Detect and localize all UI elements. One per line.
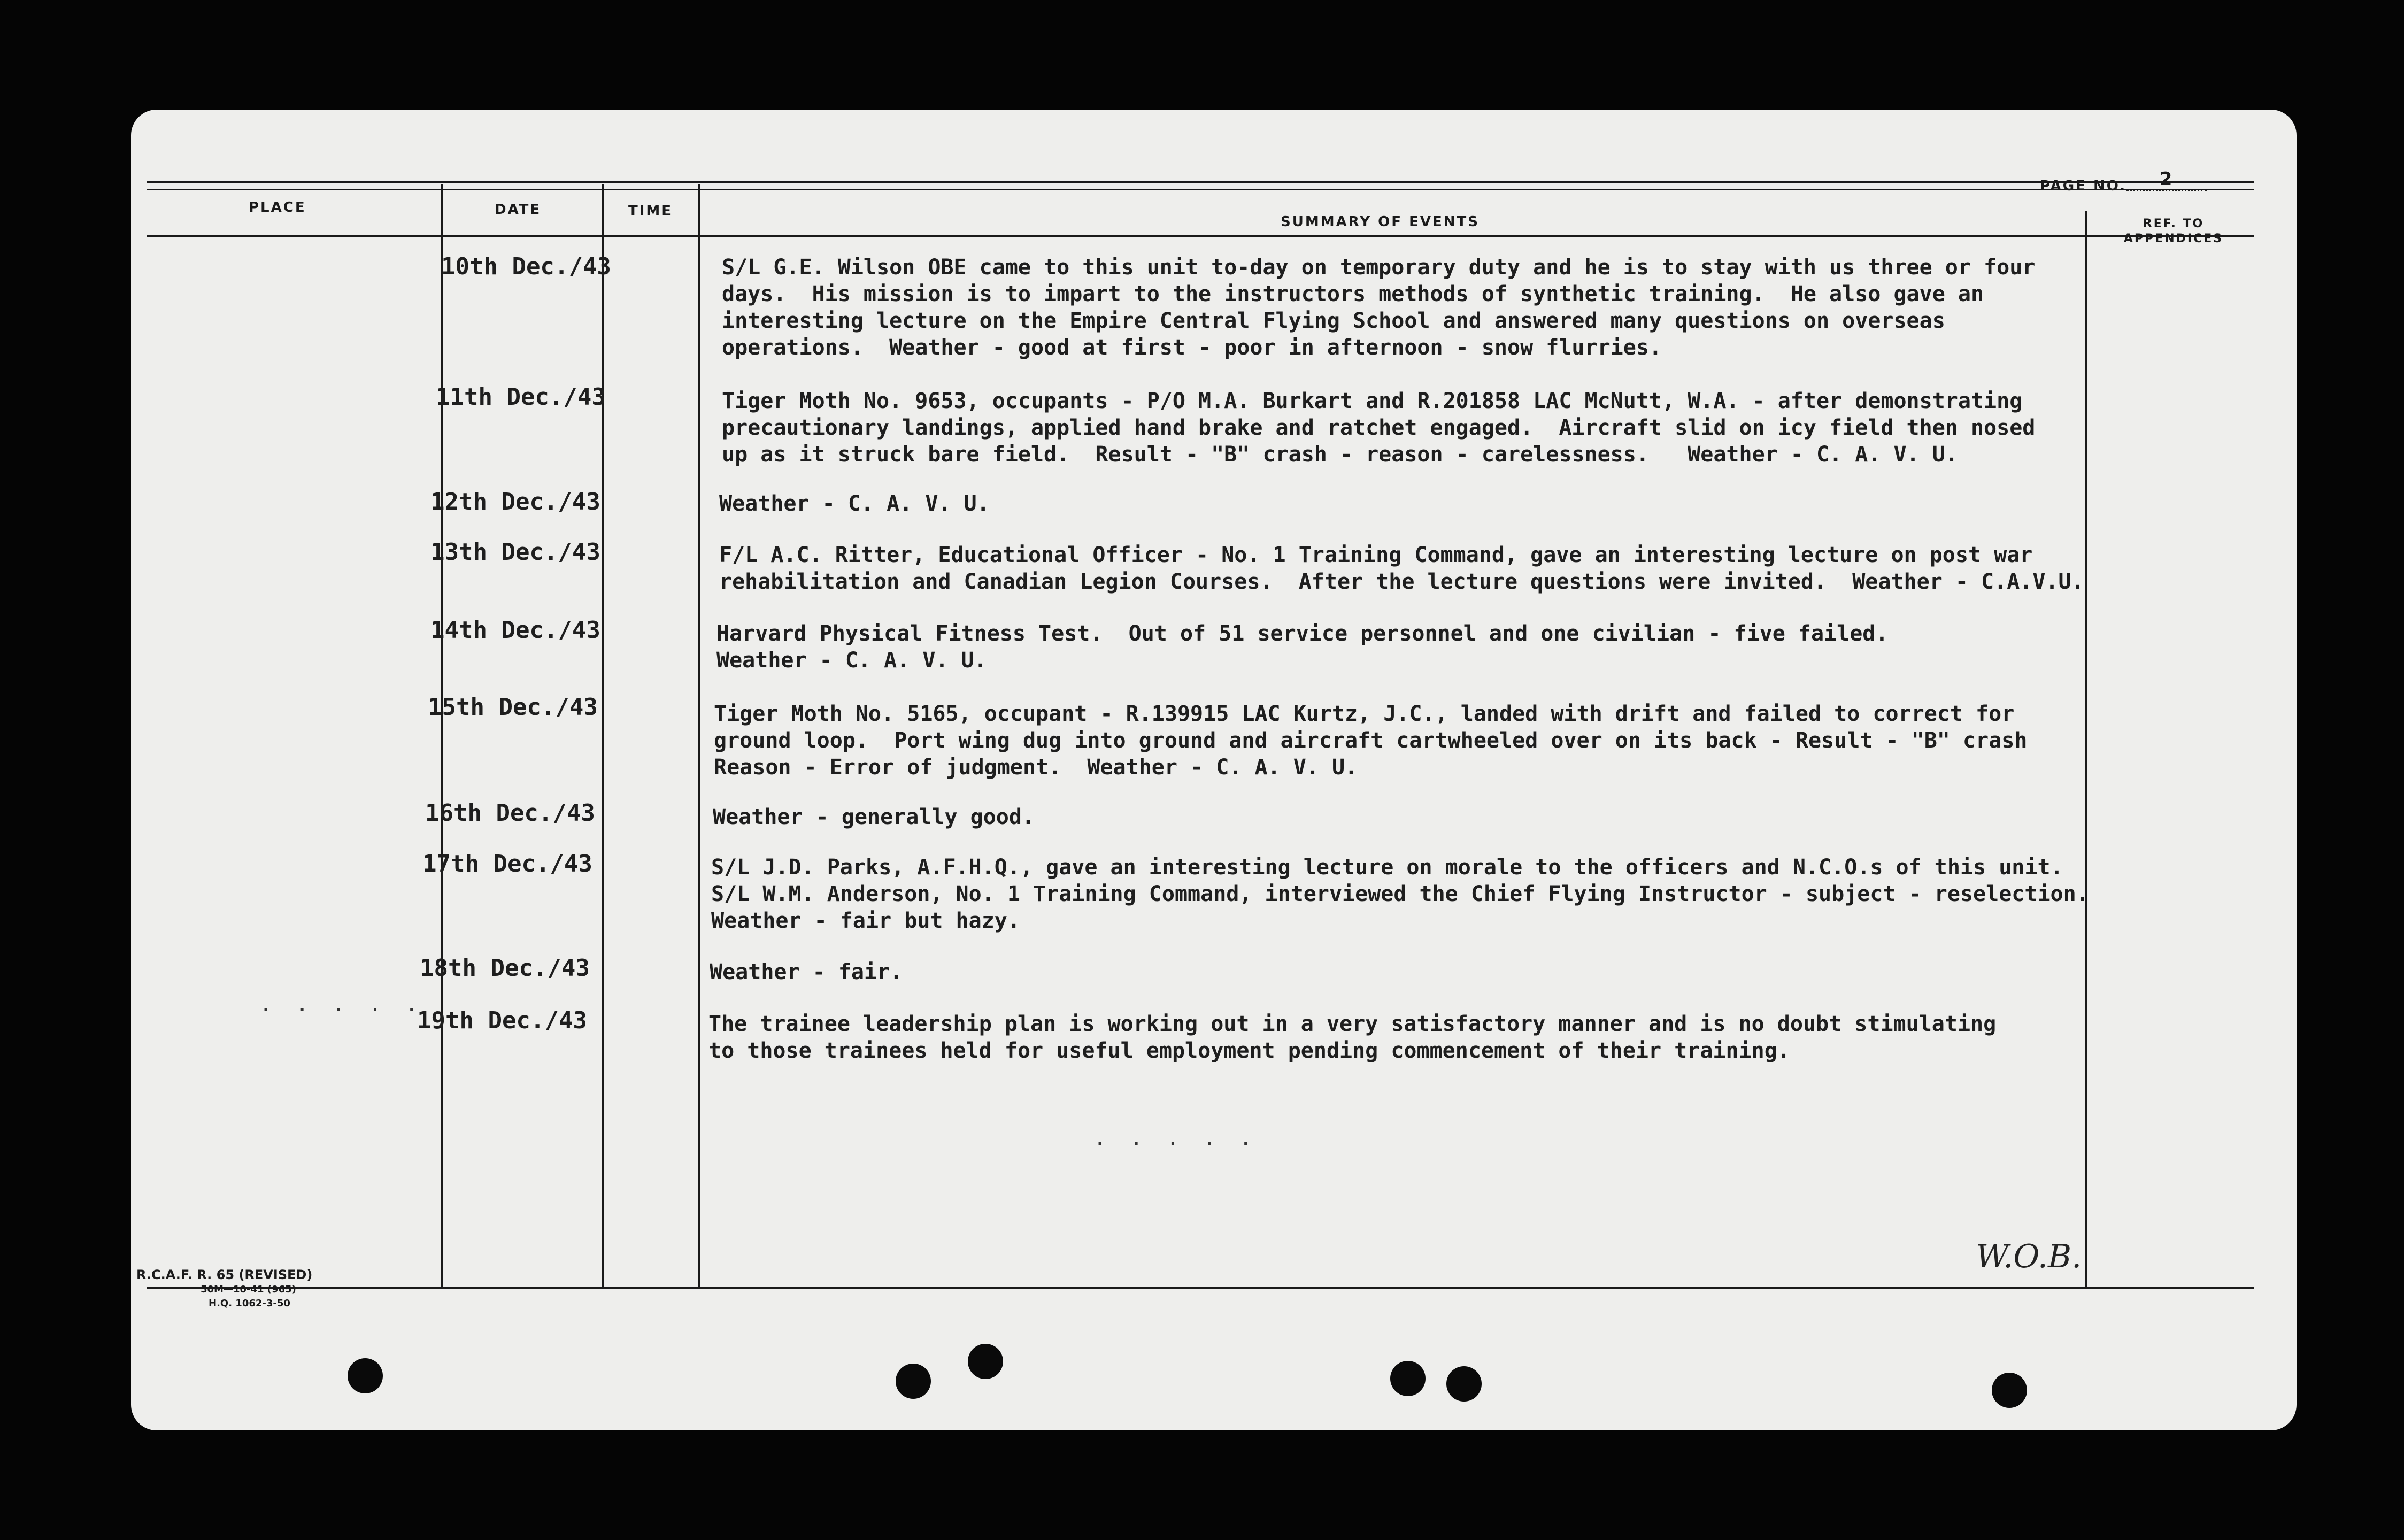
punch-hole <box>896 1364 931 1399</box>
column-line-time <box>698 184 700 1288</box>
entry-text: F/L A.C. Ritter, Educational Officer - No. 1 Training Command, gave an interesting lecture on post war rehabilitation and Canadian Legion Courses. After the lecture questions were invited. Weather - C.A.V.U. <box>719 543 2084 594</box>
column-line-date <box>602 184 604 1288</box>
entry-text: Harvard Physical Fitness Test. Out of 51 service personnel and one civilian - five failed. Weather - C. A. V. U. <box>716 621 1889 673</box>
punch-hole <box>968 1344 1003 1379</box>
punch-hole <box>1992 1373 2027 1408</box>
header-ref: REF. TO APPENDICES <box>2123 217 2224 245</box>
stray-dots: . . . . . <box>1093 1126 1258 1150</box>
bottom-rule <box>147 1287 2254 1289</box>
entry-date: 16th Dec./43 <box>425 799 595 827</box>
header-summary: SUMMARY OF EVENTS <box>1281 214 1480 230</box>
entry-date: 12th Dec./43 <box>430 488 600 515</box>
header-place: PLACE <box>249 199 306 215</box>
header-time: TIME <box>628 203 673 219</box>
entry-text: Tiger Moth No. 9653, occupants - P/O M.A. Burkart and R.201858 LAC McNutt, W.A. - after demonstrating precautionary landings, applied hand brake and ratchet engaged. Aircraft slid on icy field then nosed up as it struck bare field. Result - "B" crash - reason - carelessness. Weather - C. A. V. U. <box>722 389 2036 467</box>
entry-text: S/L G.E. Wilson OBE came to this unit to-day on temporary duty and he is to stay with us three or four days. His mission is to impart to the instructors methods of synthetic training. He also gave an interesting lecture on the Empire Central Flying School and answered many questions on overseas operations. Weather - good at first - poor in afternoon - snow flurries. <box>722 255 2036 360</box>
entry-text: Tiger Moth No. 5165, occupant - R.139915 LAC Kurtz, J.C., landed with drift and failed to correct for ground loop. Port wing dug into ground and aircraft cartwheeled over on its back - Result - "B" crash Reason - Error of judgment. Weather - C. A. V. U. <box>714 702 2028 780</box>
entry-date: 10th Dec./43 <box>441 253 611 280</box>
top-rule-2 <box>147 189 2254 190</box>
page-number: 2 <box>2126 168 2207 191</box>
entry-date: 14th Dec./43 <box>430 617 600 644</box>
entry-date: 11th Dec./43 <box>436 383 606 411</box>
punch-hole <box>1390 1361 1426 1396</box>
entry-text: The trainee leadership plan is working out in a very satisfactory manner and is no doubt stimulating to those trainees held for useful employment pending commencement of their training. <box>708 1012 1997 1063</box>
entry-date: 15th Dec./43 <box>428 694 598 721</box>
page-no-label: PAGE NO. 2 <box>2040 174 2207 197</box>
entry-text: S/L J.D. Parks, A.F.H.Q., gave an interesting lecture on morale to the officers and N.C.O.s of this unit. S/L W.M. Anderson, No. 1 Training Command, interviewed the Chief Flying Instructor - subject - reselection. Weather - fair but hazy. <box>711 855 2089 933</box>
column-line-place <box>441 184 443 1288</box>
top-rule <box>147 181 2254 183</box>
entry-date: 17th Dec./43 <box>422 850 592 877</box>
handwritten-initials: W.O.B. <box>1976 1238 2082 1275</box>
header-rule <box>147 235 2254 237</box>
entry-text: Weather - C. A. V. U. <box>719 491 990 516</box>
punch-hole <box>348 1358 383 1393</box>
header-date: DATE <box>495 202 542 218</box>
form-ref-line3: H.Q. 1062-3-50 <box>209 1298 290 1309</box>
diary-sheet <box>131 110 2297 1430</box>
entry-text: Weather - fair. <box>710 960 903 984</box>
form-ref-line2: 50M—10-41 (965) <box>201 1284 296 1295</box>
column-line-summary <box>2085 211 2087 1288</box>
stray-dots: . . . . . <box>259 992 423 1017</box>
punch-hole <box>1446 1366 1482 1402</box>
entry-date: 19th Dec./43 <box>417 1007 587 1034</box>
entry-date: 13th Dec./43 <box>430 538 600 566</box>
entry-text: Weather - generally good. <box>713 805 1035 829</box>
entry-date: 18th Dec./43 <box>420 954 590 982</box>
form-ref-line1: R.C.A.F. R. 65 (REVISED) <box>136 1267 313 1282</box>
